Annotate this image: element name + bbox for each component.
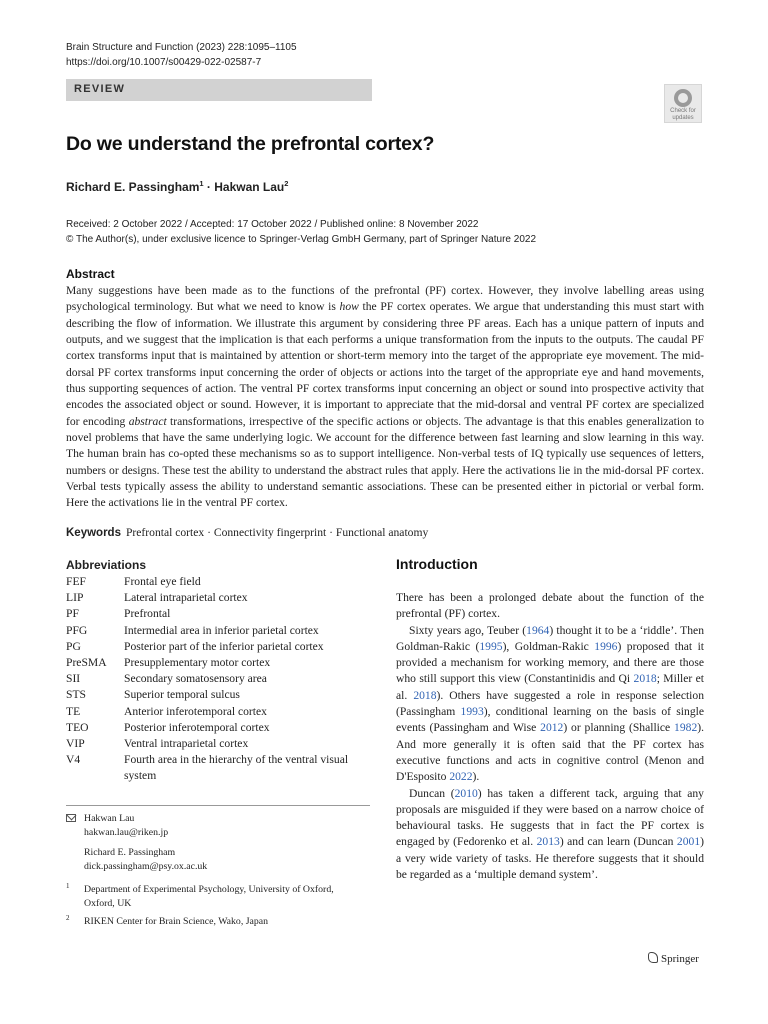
intro-text-run: ) proposed that it provided a mechanism for working memory, and there are those who still support this view (Constantinidis and Qi xyxy=(396,639,705,686)
envelope-icon xyxy=(66,814,76,822)
intro-text-run: ) or planning (Shallice xyxy=(563,721,675,735)
citation-link[interactable]: 2018 xyxy=(413,688,437,702)
introduction-heading: Introduction xyxy=(396,556,478,572)
intro-text-run: ). And more generally it is often said that the PF cortex has executive functions and acts in cognitive control (Menon and D'Esposito xyxy=(396,721,704,784)
affiliation-marker: 1 xyxy=(199,179,204,188)
section-label: REVIEW xyxy=(74,83,126,95)
abbreviation-definition: Posterior inferotemporal cortex xyxy=(124,720,270,734)
intro-paragraph xyxy=(396,786,704,884)
abbreviations-list xyxy=(66,574,366,785)
abstract-part: transformations, irrespective of the specific actions or objects. The advantage is that this enables generalization to novel problems that have the same underlying logic. We account for the difference between fast learning and slow learning in this way. The human brain has co-opted these mechanisms so as to support intelligence. Non-verbal tests of IQ typically use sequences of letters, numbers or designs. These test the ability to understand the abstract rules that apply. Here the activations lie in the mid-dorsal PF cortex. Verbal tests typically assess the ability to understand semantic associations. These can be presented either in pictorial or verbal form. Here the activations lie in the ventral PF cortex. xyxy=(66,414,704,510)
abstract-emphasis: abstract xyxy=(128,414,167,428)
abbreviation-definition: Lateral intraparietal cortex xyxy=(124,591,248,605)
abbreviation-row xyxy=(66,752,366,784)
abbreviation-term: PreSMA xyxy=(66,656,107,670)
intro-text-run: Duncan ( xyxy=(409,786,455,800)
intro-text-run: ) and can learn (Duncan xyxy=(559,835,677,849)
footnote-divider xyxy=(66,805,370,806)
abbreviation-term: TEO xyxy=(66,720,89,734)
author-list xyxy=(66,179,288,194)
citation-link[interactable]: 1995 xyxy=(479,639,503,653)
abbreviation-definition: Presupplementary motor cortex xyxy=(124,656,271,670)
citation-link[interactable]: 2013 xyxy=(536,835,560,849)
abbreviation-definition: Ventral intraparietal cortex xyxy=(124,737,249,751)
check-badge-line2: updates xyxy=(672,115,694,121)
intro-text-run: ). xyxy=(472,770,480,784)
intro-text-run: ), Goldman-Rakic xyxy=(502,639,595,653)
coauthor-name: Richard E. Passingham xyxy=(84,847,176,858)
keywords xyxy=(66,526,428,539)
citation-link[interactable]: 1982 xyxy=(674,721,698,735)
abbreviation-term: FEF xyxy=(66,575,86,588)
abbreviation-definition: Fourth area in the hierarchy of the ventral visual system xyxy=(124,753,349,783)
intro-paragraph xyxy=(396,623,704,786)
keywords-text: Prefrontal cortex · Connectivity fingerprint · Functional anatomy xyxy=(125,526,429,539)
intro-paragraph: There has been a prolonged debate about the function of the prefrontal (PF) cortex. xyxy=(396,591,704,621)
abstract-emphasis: how xyxy=(339,300,359,314)
citation-link[interactable]: 2022 xyxy=(449,770,473,784)
abbreviation-row xyxy=(66,590,366,606)
affiliation-number: 1 xyxy=(66,882,70,890)
check-badge-line1: Check for xyxy=(670,108,696,114)
intro-text-run: ) thought it to be a ‘riddle’. Then Goldman-Rakic ( xyxy=(396,623,704,653)
intro-text-run: ), conditional learning on the basis of single events (Passingham and Wise xyxy=(396,705,704,735)
corresponding-author-name: Hakwan Lau xyxy=(84,813,135,824)
abbreviation-row xyxy=(66,574,366,590)
abbreviation-term: PF xyxy=(66,607,79,621)
abbreviation-row xyxy=(66,623,366,639)
author-name[interactable]: Hakwan Lau xyxy=(214,180,285,194)
article-title: Do we understand the prefrontal cortex? xyxy=(66,133,435,155)
section-label-bar xyxy=(66,79,372,101)
abstract-part: the PF cortex operates. We argue that understanding this must start with describing the flow of information. We illustrate this argument by considering three PF areas. Each has a unique pattern of inputs and outputs, and we suggest that the implication is that each performs a unique transformation from the inputs to the outputs. The caudal PF cortex transforms input that is maintained by attention or short-term memory into the target of the appropriate eye movement. The mid-dorsal PF cortex transforms input concerning the order of objects or actions into the target of the appropriate eye and hand movements, thus supporting sequences of action. The ventral PF cortex transforms input concerning an object or sound into prospective activity that encodes the associated object or sound. However, it is important to appreciate that the mid-dorsal and ventral PF cortex are specialized for encoding xyxy=(66,300,704,428)
journal-citation: Brain Structure and Function (2023) 228:1095–1105 xyxy=(66,42,297,53)
affiliation-number: 2 xyxy=(66,914,70,922)
affiliation-marker: 2 xyxy=(284,179,289,188)
author-separator: · xyxy=(203,180,215,194)
affiliation-text: RIKEN Center for Brain Science, Wako, Japan xyxy=(84,916,269,927)
abbreviation-definition: Secondary somatosensory area xyxy=(124,672,267,686)
coauthor-contact xyxy=(84,846,207,873)
abstract-text xyxy=(66,283,704,512)
citation-link[interactable]: 2012 xyxy=(540,721,564,735)
abbreviation-term: V4 xyxy=(66,753,81,767)
abbreviation-row xyxy=(66,720,366,736)
abbreviation-term: TE xyxy=(66,704,81,718)
author-name[interactable]: Richard E. Passingham xyxy=(66,180,200,194)
corresponding-author xyxy=(84,812,168,839)
coauthor-email[interactable]: dick.passingham@psy.ox.ac.uk xyxy=(84,860,208,872)
intro-text-run: ) has taken a different tack, arguing that any proposals are misguided if they were based on a narrow choice of behavioural tasks. He suggests that in fact the PF cortex is engaged by (Fedorenko et al. xyxy=(396,786,704,849)
publication-dates xyxy=(66,217,536,247)
abbreviations-heading: Abbreviations xyxy=(66,558,147,572)
abstract-heading: Abstract xyxy=(66,267,115,281)
dates-line: Received: 2 October 2022 / Accepted: 17 October 2022 / Published online: 8 November 2022 xyxy=(66,219,479,230)
abbreviation-term: STS xyxy=(66,688,86,702)
check-for-updates-badge[interactable] xyxy=(664,84,702,123)
abbreviation-row xyxy=(66,687,366,703)
abbreviation-definition: Frontal eye field xyxy=(124,575,201,588)
abbreviation-term: SII xyxy=(66,672,81,686)
abbreviation-definition: Intermedial area in inferior parietal cortex xyxy=(124,623,319,637)
abbreviation-row xyxy=(66,655,366,671)
publisher-logo xyxy=(648,952,699,965)
abbreviation-term: PG xyxy=(66,639,81,653)
intro-text-run: ; Miller et al. xyxy=(396,672,704,702)
abbreviation-term: LIP xyxy=(66,591,84,605)
introduction-body xyxy=(396,590,704,883)
abbreviation-term: PFG xyxy=(66,623,88,637)
citation-link[interactable]: 1996 xyxy=(594,639,618,653)
citation-link[interactable]: 1993 xyxy=(460,705,484,719)
citation-link[interactable]: 2010 xyxy=(454,786,478,800)
abbreviation-term: VIP xyxy=(66,737,85,751)
intro-text-run: ) a very wide variety of tasks. He therefore suggests that it should be regarded as a ‘multiple demand system’. xyxy=(396,835,704,882)
abbreviation-row xyxy=(66,704,366,720)
intro-text-run: ). Others have suggested a role in response selection (Passingham xyxy=(396,688,704,719)
journal-header xyxy=(66,40,297,70)
abbreviation-definition: Superior temporal sulcus xyxy=(124,688,240,702)
copyright-line: © The Author(s), under exclusive licence to Springer-Verlag GmbH Germany, part of Springer Nature 2022 xyxy=(66,234,536,245)
citation-link[interactable]: 2018 xyxy=(633,672,657,686)
abbreviation-row xyxy=(66,736,366,752)
abstract-part: Many suggestions have been made as to the functions of the prefrontal (PF) cortex. However, they involve labelling areas using psychological terminology. But what we need to know is xyxy=(66,284,704,314)
corresponding-author-email[interactable]: hakwan.lau@riken.jp xyxy=(84,826,169,838)
citation-link[interactable]: 1964 xyxy=(526,623,550,637)
abbreviation-row xyxy=(66,639,366,655)
publisher-name: Springer xyxy=(661,953,699,965)
check-for-updates-icon xyxy=(674,89,692,107)
abbreviation-row xyxy=(66,671,366,687)
intro-text-run: Sixty years ago, Teuber ( xyxy=(409,623,527,637)
abbreviation-definition: Prefrontal xyxy=(124,607,171,621)
affiliation-text: Department of Experimental Psychology, University of Oxford, Oxford, UK xyxy=(84,884,334,909)
abbreviation-definition: Anterior inferotemporal cortex xyxy=(124,704,267,718)
citation-link[interactable]: 2001 xyxy=(676,835,701,849)
abbreviation-definition: Posterior part of the inferior parietal cortex xyxy=(124,639,324,653)
springer-horse-icon xyxy=(648,952,658,963)
doi-link[interactable]: https://doi.org/10.1007/s00429-022-02587-7 xyxy=(66,57,262,68)
keywords-label: Keywords xyxy=(66,527,121,539)
abbreviation-row xyxy=(66,606,366,622)
